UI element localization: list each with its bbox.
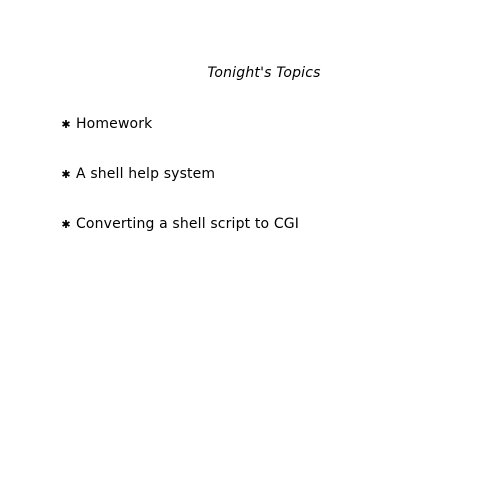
topic-shell-help-system: A shell help system <box>76 166 216 182</box>
topic-homework: Homework <box>76 116 153 132</box>
topic-shell-script-to-cgi: Converting a shell script to CGI <box>76 216 300 232</box>
asterisk-bullet-icon: ✱ <box>61 118 71 131</box>
asterisk-bullet-icon: ✱ <box>61 168 71 181</box>
asterisk-bullet-icon: ✱ <box>61 218 71 231</box>
slide-title: Tonight's Topics <box>207 65 321 81</box>
